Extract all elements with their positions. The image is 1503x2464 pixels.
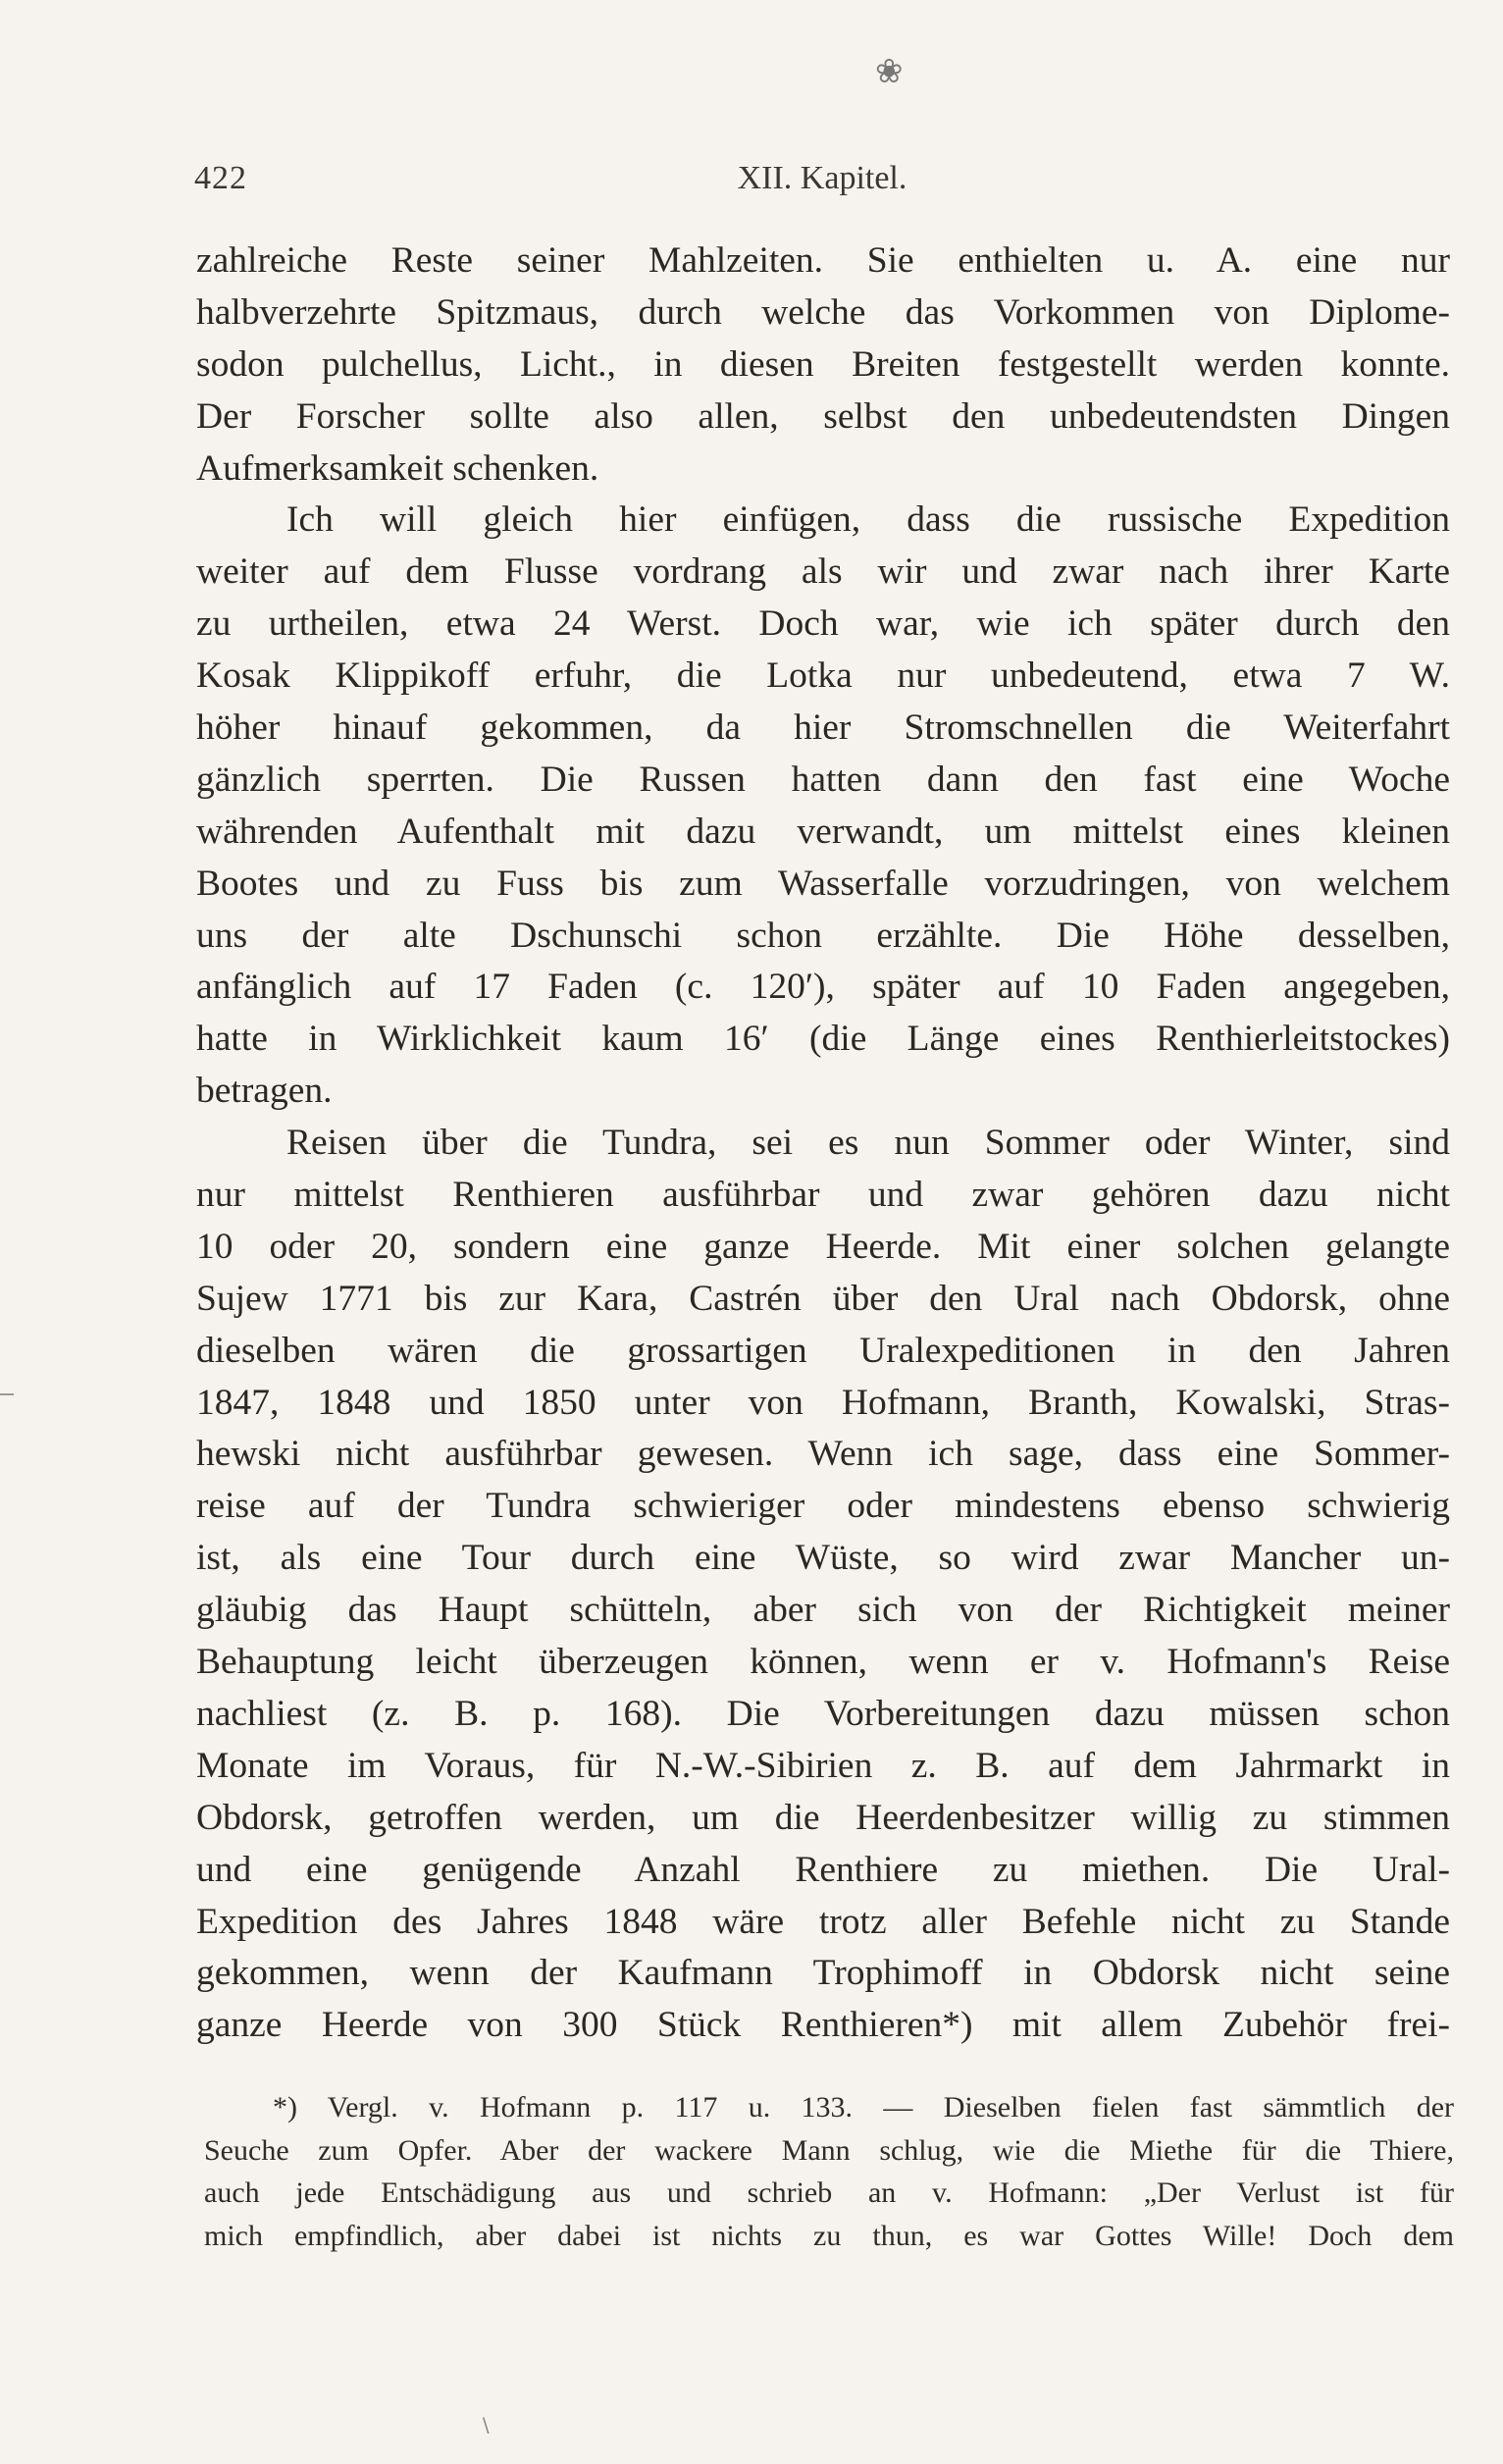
text-line: zahlreiche Reste seiner Mahlzeiten. Sie enthielten u. A. eine nur [196, 240, 1450, 281]
page-number: 422 [194, 160, 247, 196]
text-line: währenden Aufenthalt mit dazu verwandt, um mittelst eines kleinen [196, 811, 1450, 852]
text-line: Expedition des Jahres 1848 wäre trotz aller Befehle nicht zu Stande [196, 1901, 1450, 1942]
text-line: weiter auf dem Flusse vordrang als wir und zwar nach ihrer Karte [196, 551, 1450, 593]
text-line: hewski nicht ausführbar gewesen. Wenn ich sage, dass eine Sommer- [196, 1434, 1450, 1475]
text-line: betragen. [196, 1071, 333, 1112]
text-line: gänzlich sperrten. Die Russen hatten dann den fast eine Woche [196, 759, 1450, 800]
text-line: ganze Heerde von 300 Stück Renthieren*) mit allem Zubehör frei- [196, 2005, 1450, 2046]
body-text [196, 236, 1450, 2052]
text-line: Ich will gleich hier einfügen, dass die russische Expedition [286, 499, 1450, 541]
text-line: Bootes und zu Fuss bis zum Wasserfalle vorzudringen, von welchem [196, 863, 1450, 904]
footnote-line: *) Vergl. v. Hofmann p. 117 u. 133. — Dieselben fielen fast sämmtlich der [273, 2091, 1454, 2123]
text-line: Obdorsk, getroffen werden, um die Heerdenbesitzer willig zu stimmen [196, 1797, 1450, 1838]
text-line: halbverzehrte Spitzmaus, durch welche das Vorkommen von Diplome- [196, 291, 1450, 333]
text-line: nur mittelst Renthieren ausführbar und zwar gehören dazu nicht [196, 1175, 1450, 1216]
text-line: gläubig das Haupt schütteln, aber sich von der Richtigkeit meiner [196, 1590, 1450, 1631]
chapter-title: XII. Kapitel. [737, 160, 907, 196]
text-line: Aufmerksamkeit schenken. [196, 447, 599, 489]
text-line: sodon pulchellus, Licht., in diesen Breiten festgestellt werden konnte. [196, 343, 1450, 385]
running-header [194, 157, 1450, 200]
stray-mark-icon: ∖ [479, 2414, 492, 2438]
text-line: reise auf der Tundra schwieriger oder mindestens ebenso schwierig [196, 1486, 1450, 1527]
page-ornament-icon: ❀ [875, 52, 904, 91]
text-line: Monate im Voraus, für N.-W.-Sibirien z. B. auf dem Jahrmarkt in [196, 1745, 1450, 1786]
text-line: ist, als eine Tour durch eine Wüste, so wird zwar Mancher un- [196, 1538, 1450, 1579]
text-line: 10 oder 20, sondern eine ganze Heerde. Mit einer solchen gelangte [196, 1226, 1450, 1267]
text-line: anfänglich auf 17 Faden (c. 120′), später auf 10 Faden angegeben, [196, 967, 1450, 1008]
footnote-line: Seuche zum Opfer. Aber der wackere Mann schlug, wie die Miethe für die Thiere, [204, 2133, 1454, 2167]
text-line: Reisen über die Tundra, sei es nun Sommer oder Winter, sind [286, 1123, 1450, 1164]
margin-mark [0, 1393, 14, 1395]
text-line: Sujew 1771 bis zur Kara, Castrén über den Ural nach Obdorsk, ohne [196, 1278, 1450, 1319]
text-line: Behauptung leicht überzeugen können, wenn er v. Hofmann's Reise [196, 1642, 1450, 1683]
text-line: hatte in Wirklichkeit kaum 16′ (die Länge eines Renthierleitstockes) [196, 1019, 1450, 1060]
text-line: Kosak Klippikoff erfuhr, die Lotka nur unbedeutend, etwa 7 W. [196, 655, 1450, 697]
footnote-line: mich empfindlich, aber dabei ist nichts zu thun, es war Gottes Wille! Doch dem [204, 2219, 1454, 2252]
text-line: höher hinauf gekommen, da hier Stromschnellen die Weiterfahrt [196, 708, 1450, 749]
text-line: Der Forscher sollte also allen, selbst den unbedeutendsten Dingen [196, 395, 1450, 437]
text-line: gekommen, wenn der Kaufmann Trophimoff in Obdorsk nicht seine [196, 1953, 1450, 1994]
text-line: dieselben wären die grossartigen Uralexpeditionen in den Jahren [196, 1330, 1450, 1371]
text-line: 1847, 1848 und 1850 unter von Hofmann, Branth, Kowalski, Stras- [196, 1382, 1450, 1423]
footnote-line: auch jede Entschädigung aus und schrieb an v. Hofmann: „Der Verlust ist für [204, 2176, 1454, 2209]
footnotes [204, 2086, 1454, 2257]
text-line: nachliest (z. B. p. 168). Die Vorbereitungen dazu müssen schon [196, 1693, 1450, 1734]
text-line: und eine genügende Anzahl Renthiere zu miethen. Die Ural- [196, 1849, 1450, 1890]
text-line: zu urtheilen, etwa 24 Werst. Doch war, wie ich später durch den [196, 603, 1450, 645]
text-line: uns der alte Dschunschi schon erzählte. Die Höhe desselben, [196, 915, 1450, 956]
